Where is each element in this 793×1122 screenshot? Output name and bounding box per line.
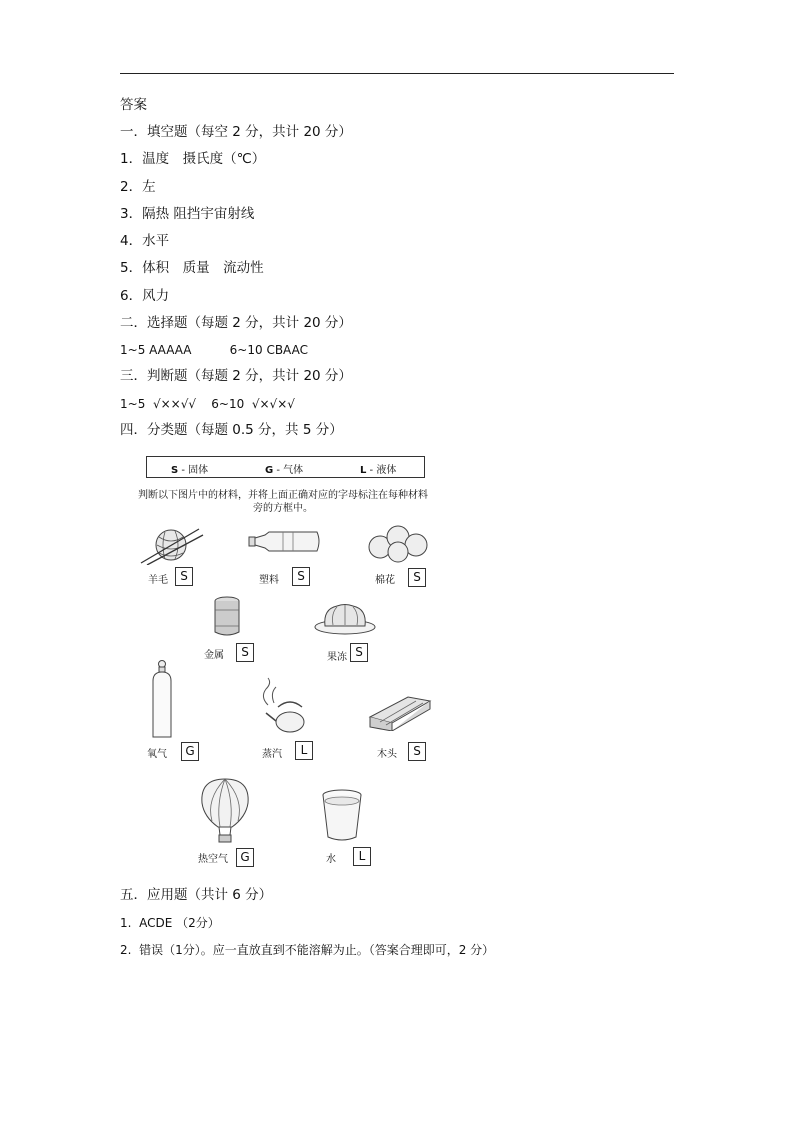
section-2-heading: 二．选择题（每题 2 分，共计 20 分）: [120, 315, 352, 331]
metal-can-icon: [213, 596, 241, 638]
answer-box-water: L: [353, 847, 371, 866]
wool-yarn-icon: [137, 523, 207, 565]
material-label-cotton: 棉花: [375, 575, 395, 586]
instruction-line-1: 判断以下图片中的材料，并将上面正确对应的字母标注在每种材料: [138, 490, 428, 501]
fill-answer-2: 2．左: [120, 179, 156, 195]
answer-box-hot-air: G: [236, 848, 254, 867]
fill-answer-6: 6．风力: [120, 288, 170, 304]
section-5-heading: 五．应用题（共计 6 分）: [120, 887, 273, 903]
legend-box: [146, 456, 425, 478]
answer-box-cotton: S: [408, 568, 426, 587]
oxygen-cylinder-icon: [148, 659, 176, 741]
jelly-icon: [313, 601, 377, 637]
fill-answer-4: 4．水平: [120, 233, 170, 249]
section-1-heading: 一．填空题（每空 2 分，共计 20 分）: [120, 124, 352, 140]
hot-air-balloon-icon: [198, 777, 252, 843]
legend-liquid: L - 液体: [360, 465, 397, 476]
material-label-wool: 羊毛: [148, 575, 168, 586]
material-label-water: 水: [326, 854, 336, 865]
answer-box-wood: S: [408, 742, 426, 761]
material-label-steam: 蒸汽: [262, 749, 282, 760]
answer-box-jelly: S: [350, 643, 368, 662]
fill-answer-1: 1．温度 摄氏度（℃）: [120, 151, 266, 167]
material-label-jelly: 果冻: [327, 652, 347, 663]
application-answer-1: 1. ACDE （2分）: [120, 916, 220, 930]
answer-box-oxygen: G: [181, 742, 199, 761]
top-rule: [120, 73, 674, 74]
material-label-wood: 木头: [377, 749, 397, 760]
material-label-plastic: 塑料: [259, 575, 279, 586]
legend-solid: S - 固体: [171, 465, 209, 476]
instruction-line-2: 旁的方框中。: [253, 503, 313, 514]
wood-planks-icon: [368, 695, 432, 731]
water-glass-icon: [320, 787, 364, 843]
answer-box-plastic: S: [292, 567, 310, 586]
plastic-bottle-icon: [247, 528, 323, 556]
material-label-hot-air: 热空气: [198, 854, 228, 865]
material-label-oxygen: 氧气: [147, 749, 167, 760]
application-answer-2: 2. 错误（1分）。应一直放直到不能溶解为止。（答案合理即可，2 分）: [120, 943, 495, 957]
steam-kettle-icon: [258, 677, 306, 735]
legend-gas: G - 气体: [265, 465, 304, 476]
choice-answers: 1~5 AAAAA 6~10 CBAAC: [120, 343, 308, 357]
cotton-icon: [366, 523, 430, 563]
page-title: 答案: [120, 97, 147, 113]
answer-box-metal: S: [236, 643, 254, 662]
material-label-metal: 金属: [204, 650, 224, 661]
section-4-heading: 四．分类题（每题 0.5 分，共 5 分）: [120, 422, 343, 438]
section-3-heading: 三．判断题（每题 2 分，共计 20 分）: [120, 368, 352, 384]
answer-box-wool: S: [175, 567, 193, 586]
fill-answer-5: 5．体积 质量 流动性: [120, 260, 264, 276]
answer-box-steam: L: [295, 741, 313, 760]
fill-answer-3: 3．隔热 阻挡宇宙射线: [120, 206, 255, 222]
judge-answers: 1~5 √××√√ 6~10 √×√×√: [120, 397, 295, 411]
